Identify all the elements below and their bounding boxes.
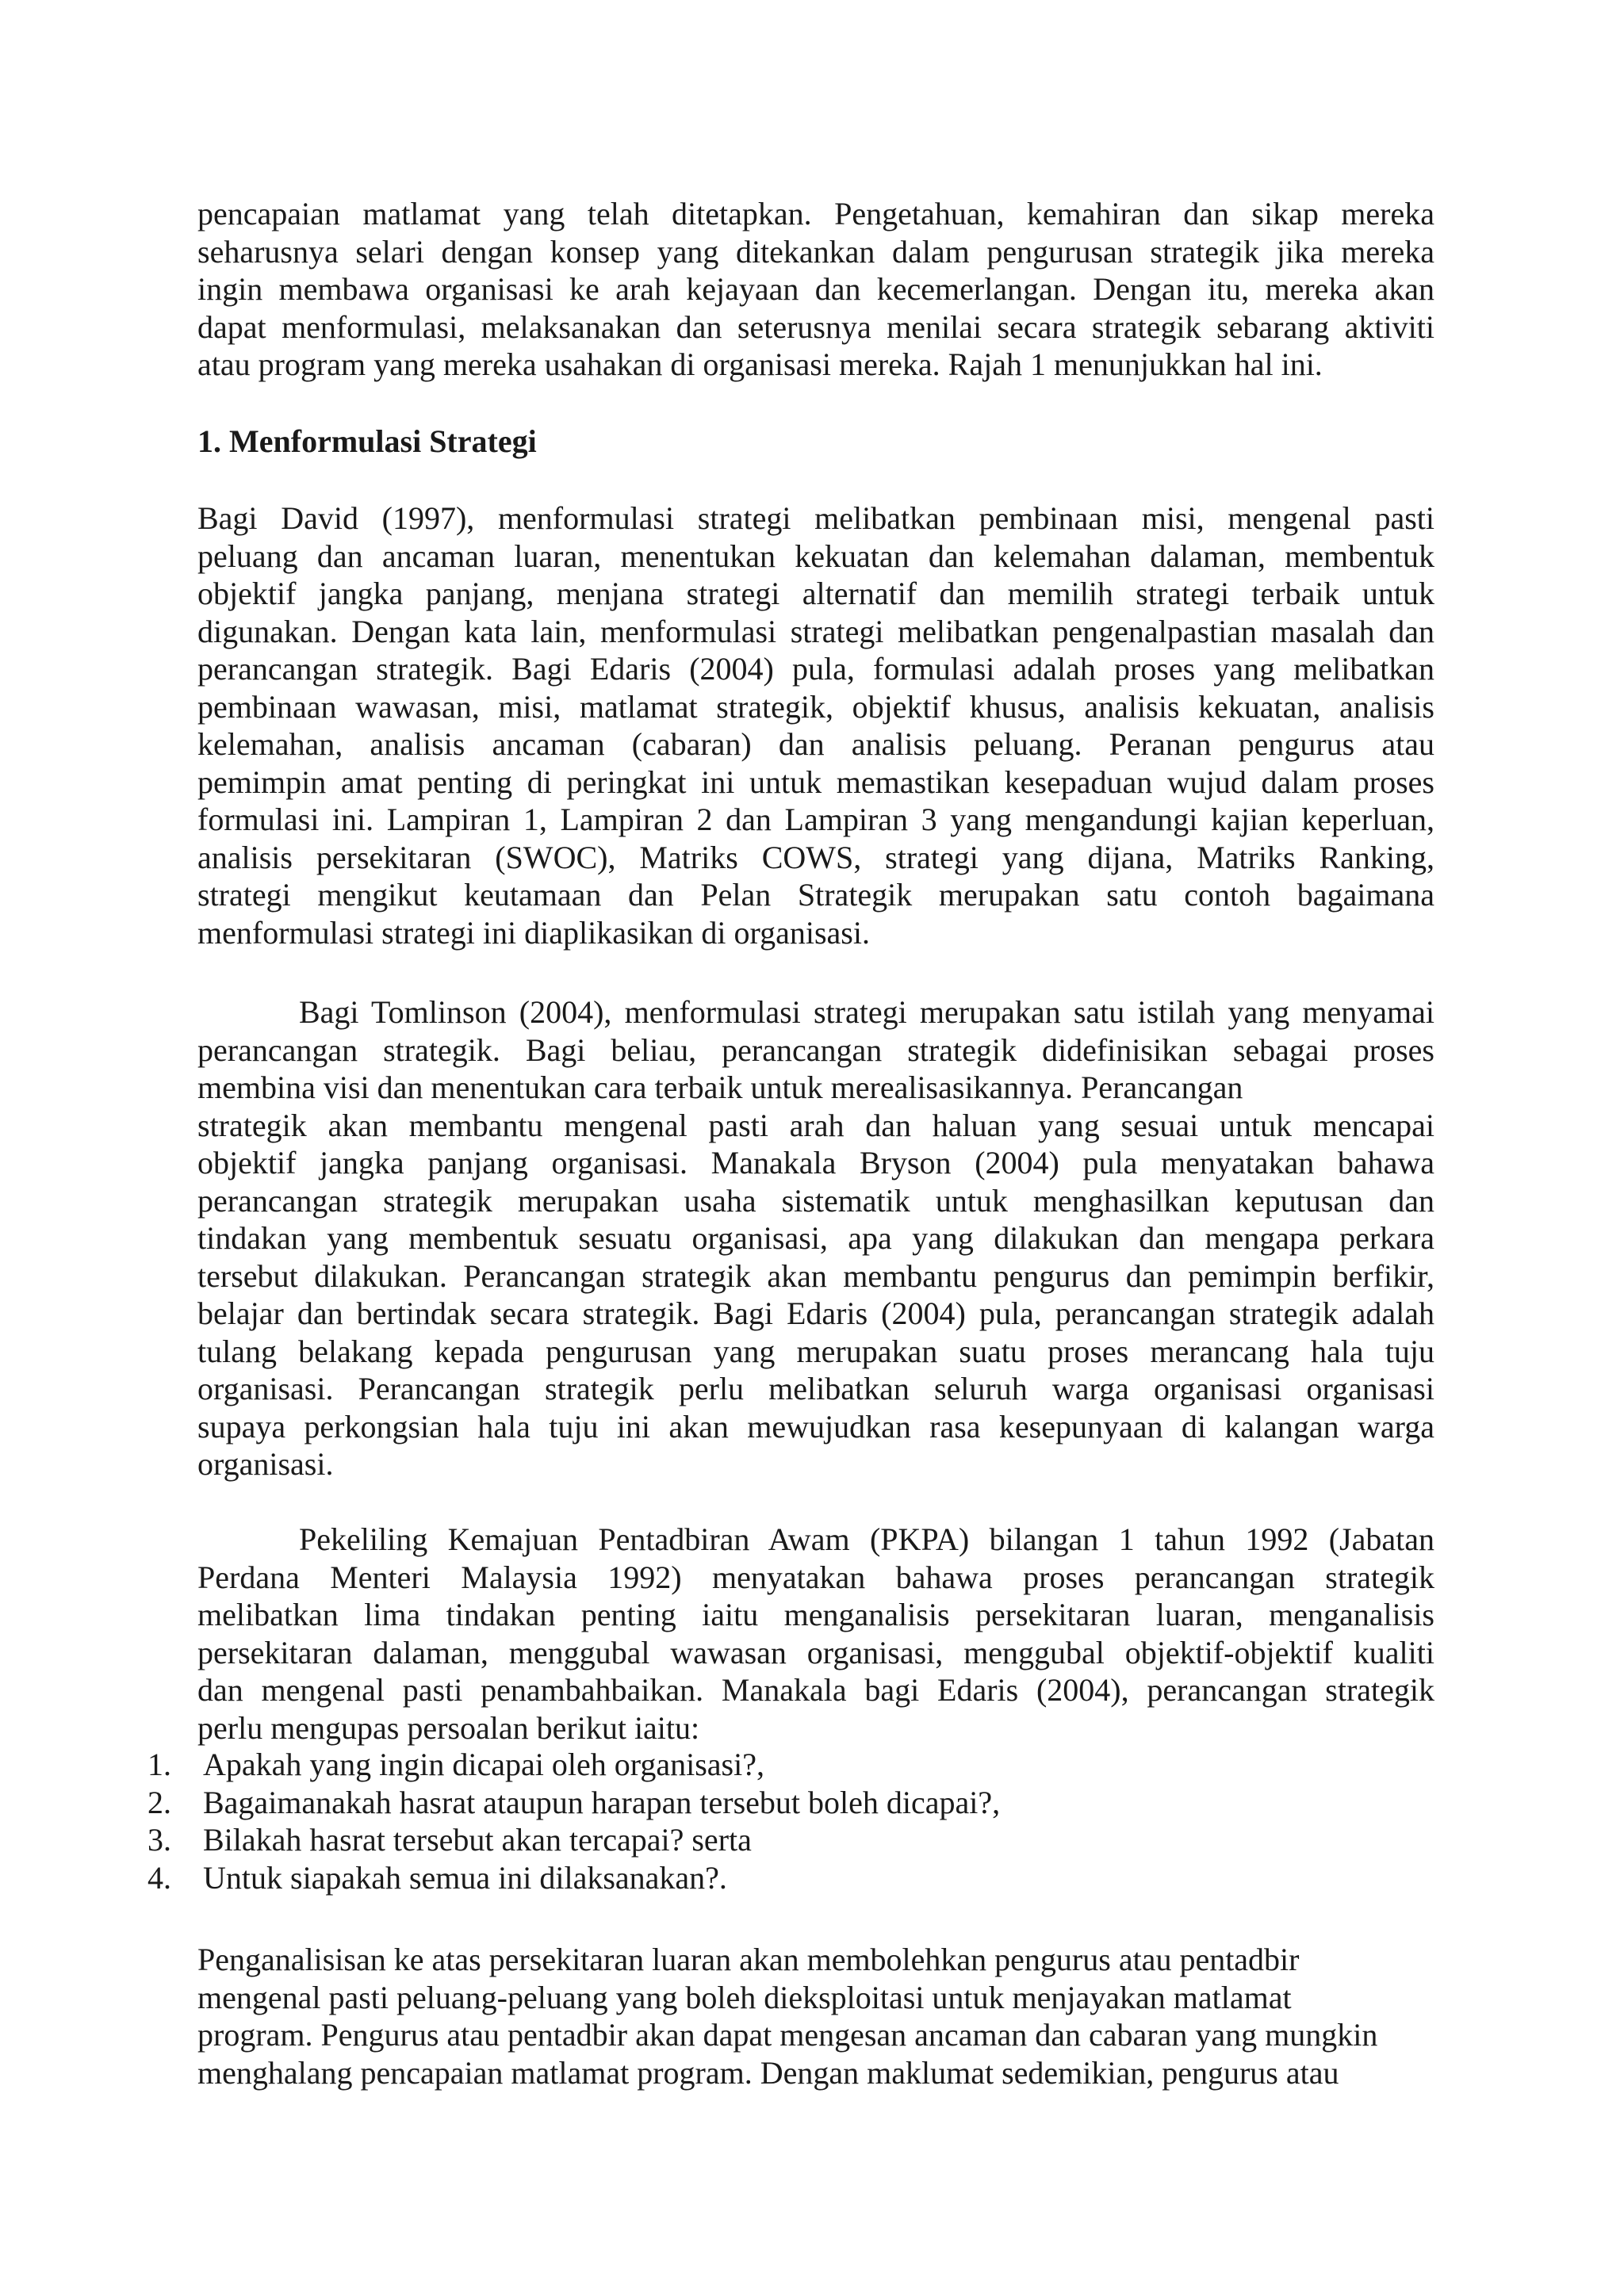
paragraph-pkpa	[197, 1521, 1434, 1747]
text-line: menghalang pencapaian matlamat program. Dengan maklumat sedemikian, pengurus atau	[197, 2054, 1339, 2091]
list-item	[147, 1859, 1432, 1897]
text-line: pemimpin amat penting di peringkat ini untuk memastikan kesepaduan wujud dalam proses	[197, 763, 1434, 800]
text-line: peluang dan ancaman luaran, menentukan kekuatan dan kelemahan dalaman, membentuk	[197, 538, 1434, 574]
paragraph-tomlinson	[197, 993, 1434, 1483]
text-line: Pekeliling Kemajuan Pentadbiran Awam (PKPA) bilangan 1 tahun 1992 (Jabatan	[299, 1521, 1434, 1557]
text-line: Perdana Menteri Malaysia 1992) menyatakan bahawa proses perancangan strategik	[197, 1559, 1434, 1595]
text-line: organisasi.	[197, 1446, 334, 1482]
text-line: membina visi dan menentukan cara terbaik untuk merealisasikannya. Perancangan	[197, 1070, 1243, 1105]
list-item-text: Bilakah hasrat tersebut akan tercapai? serta	[203, 1822, 752, 1858]
text-line: ingin membawa organisasi ke arah kejayaan dan kecemerlangan. Dengan itu, mereka akan	[197, 271, 1434, 307]
text-line: supaya perkongsian hala tuju ini akan mewujudkan rasa kesepunyaan di kalangan warga	[197, 1408, 1434, 1445]
text-line: perlu mengupas persoalan berikut iaitu:	[197, 1709, 700, 1746]
text-line: perancangan strategik. Bagi beliau, perancangan strategik didefinisikan sebagai proses	[197, 1031, 1434, 1068]
question-list	[147, 1746, 1432, 1896]
text-line: mengenal pasti peluang-peluang yang boleh dieksploitasi untuk menjayakan matlamat	[197, 1979, 1292, 2015]
text-line: perancangan strategik merupakan usaha sistematik untuk menghasilkan keputusan dan	[197, 1182, 1434, 1219]
paragraph-analysis	[197, 1941, 1434, 2091]
list-item	[147, 1746, 1432, 1784]
text-line: tersebut dilakukan. Perancangan strategik akan membantu pengurus dan pemimpin berfikir,	[197, 1257, 1434, 1294]
text-line: melibatkan lima tindakan penting iaitu menganalisis persekitaran luaran, menganalisis	[197, 1597, 1434, 1632]
text-line: Bagi David (1997), menformulasi strategi melibatkan pembinaan misi, mengenal pasti	[197, 500, 1434, 536]
list-item	[147, 1784, 1432, 1822]
paragraph-intro	[197, 195, 1434, 384]
list-number: 1.	[147, 1747, 171, 1782]
text-line: dan mengenal pasti penambahbaikan. Manakala bagi Edaris (2004), perancangan strategik	[197, 1672, 1434, 1708]
list-number: 4.	[147, 1859, 171, 1896]
text-line: objektif jangka panjang organisasi. Manakala Bryson (2004) pula menyatakan bahawa	[197, 1145, 1434, 1181]
text-line: strategik akan membantu mengenal pasti arah dan haluan yang sesuai untuk mencapai	[197, 1107, 1434, 1143]
text-line: program. Pengurus atau pentadbir akan dapat mengesan ancaman dan cabaran yang mungkin	[197, 2017, 1378, 2053]
text-line: objektif jangka panjang, menjana strategi alternatif dan memilih strategi terbaik untuk	[197, 576, 1434, 611]
text-line: tindakan yang membentuk sesuatu organisasi, apa yang dilakukan dan mengapa perkara	[197, 1220, 1434, 1256]
text-line: organisasi. Perancangan strategik perlu melibatkan seluruh warga organisasi organisasi	[197, 1371, 1434, 1406]
text-line: menformulasi strategi ini diaplikasikan di organisasi.	[197, 914, 870, 951]
list-number: 3.	[147, 1822, 171, 1858]
list-item-text: Bagaimanakah hasrat ataupun harapan tersebut boleh dicapai?,	[203, 1784, 1001, 1820]
list-item	[147, 1821, 1432, 1859]
list-item-text: Apakah yang ingin dicapai oleh organisasi?,	[203, 1747, 764, 1782]
text-line: dapat menformulasi, melaksanakan dan seterusnya menilai secara strategik sebarang aktiviti	[197, 308, 1434, 345]
section-heading: 1. Menformulasi Strategi	[197, 423, 537, 459]
list-number: 2.	[147, 1784, 171, 1820]
text-line: Penganalisisan ke atas persekitaran luaran akan membolehkan pengurus atau pentadbir	[197, 1942, 1300, 1977]
list-item-text: Untuk siapakah semua ini dilaksanakan?.	[203, 1859, 727, 1896]
text-line: Bagi Tomlinson (2004), menformulasi strategi merupakan satu istilah yang menyamai	[299, 994, 1434, 1030]
text-line: seharusnya selari dengan konsep yang ditekankan dalam pengurusan strategik jika mereka	[197, 233, 1434, 270]
text-line: tulang belakang kepada pengurusan yang merupakan suatu proses merancang hala tuju	[197, 1333, 1434, 1369]
text-line: atau program yang mereka usahakan di organisasi mereka. Rajah 1 menunjukkan hal ini.	[197, 346, 1323, 382]
text-line: belajar dan bertindak secara strategik. Bagi Edaris (2004) pula, perancangan strategik adalah	[197, 1295, 1434, 1331]
text-line: formulasi ini. Lampiran 1, Lampiran 2 dan Lampiran 3 yang mengandungi kajian keperluan,	[197, 802, 1434, 837]
text-line: pembinaan wawasan, misi, matlamat strategik, objektif khusus, analisis kekuatan, analisis	[197, 688, 1434, 725]
text-line: strategi mengikut keutamaan dan Pelan Strategik merupakan satu contoh bagaimana	[197, 877, 1434, 913]
text-line: perancangan strategik. Bagi Edaris (2004) pula, formulasi adalah proses yang melibatkan	[197, 651, 1434, 687]
paragraph-david	[197, 499, 1434, 951]
text-line: pencapaian matlamat yang telah ditetapkan. Pengetahuan, kemahiran dan sikap mereka	[197, 196, 1434, 232]
text-line: analisis persekitaran (SWOC), Matriks COWS, strategi yang dijana, Matriks Ranking,	[197, 839, 1434, 875]
text-line: kelemahan, analisis ancaman (cabaran) dan analisis peluang. Peranan pengurus atau	[197, 726, 1434, 762]
text-line: digunakan. Dengan kata lain, menformulasi strategi melibatkan pengenalpastian masalah dan	[197, 613, 1434, 649]
text-line: persekitaran dalaman, menggubal wawasan organisasi, menggubal objektif-objektif kualiti	[197, 1634, 1434, 1670]
